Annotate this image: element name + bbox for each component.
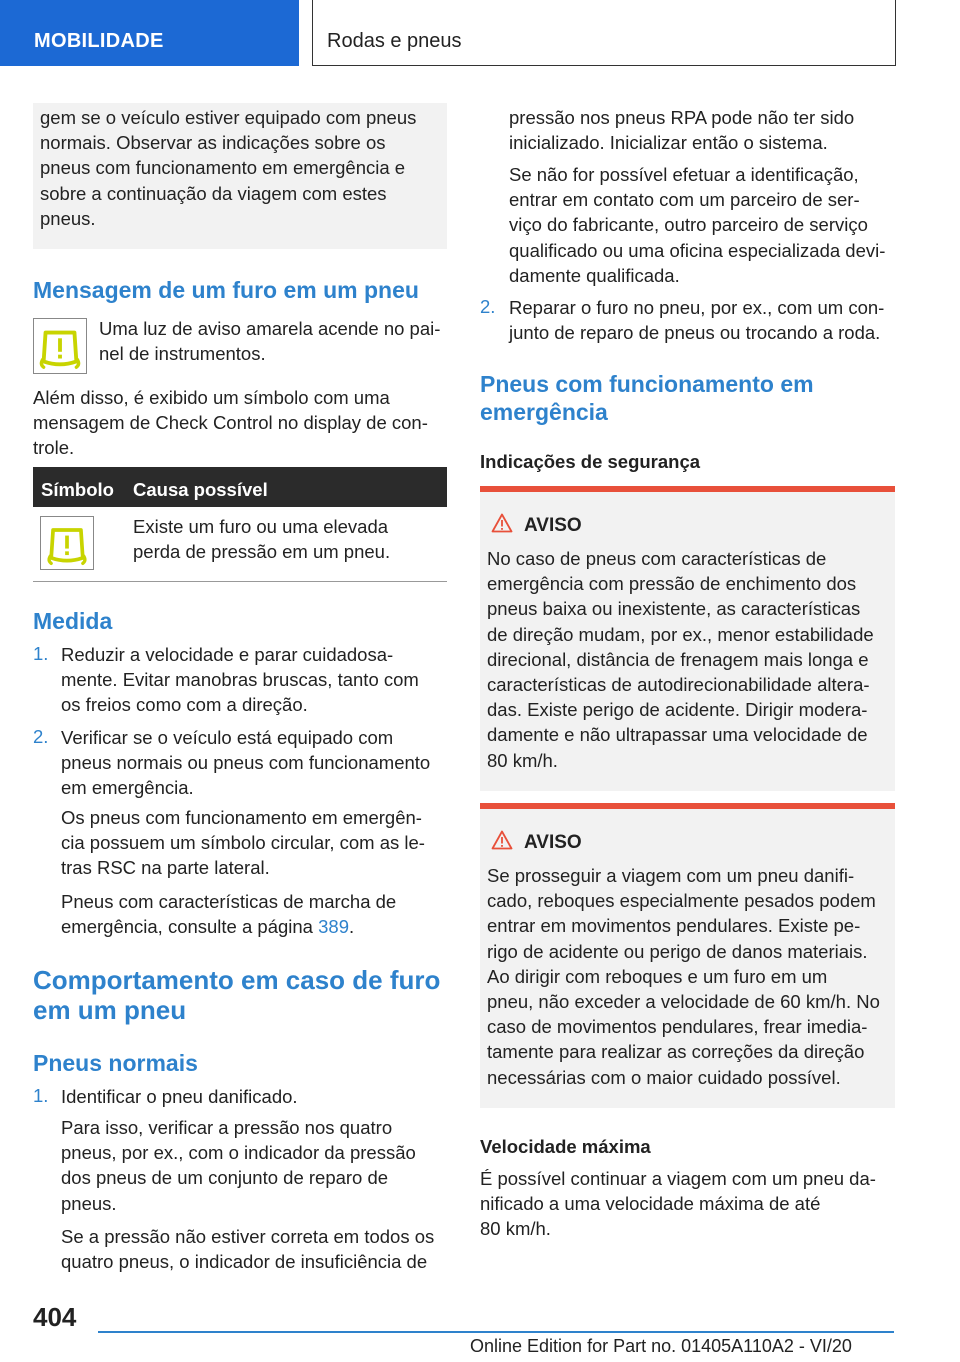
normais-item-1: Identificar o pneu danificado.: [61, 1086, 298, 1107]
table-tpms-icon: [40, 516, 94, 570]
table-header: [33, 467, 447, 507]
right-cont-text: pressão nos pneus RPA pode não ter sido inicializado. Inicializar então o sistema.: [509, 107, 855, 154]
warning-title-2: AVISO: [524, 832, 582, 853]
medida-num-2: 2.: [33, 726, 49, 747]
warning-text-1: No caso de pneus com características de emergência com pressão de enchimento dos pneus baixa ou inexistente, as características de direção mudam, por ex., menor estabilidade direcional, distância de frenagem mais longa e características de autodirecionabilidade altera- das. Existe perigo de acidente. Dirigir modera- damente e não ultrapassar uma velocidade de 80 km/h.: [487, 548, 874, 771]
normais-num-1: 1.: [33, 1085, 49, 1106]
heading-mensagem: Mensagem de um furo em um pneu: [33, 277, 419, 303]
right-para-2: Se não for possível efetuar a identificação, entrar em contato com um parceiro de ser- viço do fabricante, outro parceiro de serviço qualificado ou uma oficina especializada devi- damente qualificada.: [509, 164, 886, 286]
table-row-cause: Existe um furo ou uma elevada perda de pressão em um pneu.: [133, 516, 391, 563]
alem-text: Além disso, é exibido um símbolo com uma mensagem de Check Control no display de con- trole.: [33, 387, 428, 459]
tpms-warning-icon: [33, 318, 87, 374]
footer-edition: Online Edition for Part no. 01405A110A2 - VI/20: [470, 1336, 852, 1356]
footer-rule: [98, 1331, 894, 1333]
section-header: [0, 0, 299, 66]
warning-triangle-icon: [491, 830, 513, 850]
velocidade-text: É possível continuar a viagem com um pneu da- nificado a uma velocidade máxima de até 80 km/h.: [480, 1168, 876, 1240]
warning-triangle-icon: [491, 513, 513, 533]
heading-pneus-normais: Pneus normais: [33, 1050, 198, 1076]
table-col-symbol: Símbolo: [41, 479, 114, 500]
heading-emergencia: Pneus com funcionamento em emergência: [480, 371, 814, 425]
medida-item-1: Reduzir a velocidade e parar cuidadosa- mente. Evitar manobras bruscas, tanto com os freios como com a direção.: [61, 644, 419, 716]
right-num-2: 2.: [480, 296, 496, 317]
table-bottom-rule: [33, 581, 447, 582]
chapter-header: [312, 0, 896, 66]
normais-para-2: Se a pressão não estiver correta em todos os quatro pneus, o indicador de insuficiência de: [61, 1226, 435, 1273]
normais-para-1: Para isso, verificar a pressão nos quatro pneus, por ex., com o indicador da pressão dos pneus de um conjunto de reparo de pneus.: [61, 1117, 416, 1214]
table-col-cause: Causa possível: [133, 479, 268, 500]
warning-text-2: Se prosseguir a viagem com um pneu danifi- cado, reboques especialmente pesados podem entrar em movimentos pendulares. Existe pe- rigo de acidente ou perigo de danos materiais. Ao dirigir com reboques e um furo em um pneu, não exceder a velocidade de 60 km/h. No caso de movimentos pendulares, frear imedia- tamente para realizar as correções da direção necessárias com o maior cuidado possível.: [487, 865, 880, 1088]
chapter-title: Rodas e pneus: [327, 30, 462, 52]
medida-para-2: Pneus com características de marcha de emergência, consulte a página 389.: [61, 891, 397, 938]
medida-num-1: 1.: [33, 643, 49, 664]
right-item-2: Reparar o furo no pneu, por ex., com um con- junto de reparo de pneus ou trocando a roda.: [509, 297, 885, 344]
heading-medida: Medida: [33, 608, 113, 634]
heading-comportamento: Comportamento em caso de furo em um pneu: [33, 965, 441, 1025]
medida-para-1: Os pneus com funcionamento em emergên- cia possuem um símbolo circular, com as le- tras RSC na parte lateral.: [61, 807, 425, 879]
warning-title-1: AVISO: [524, 515, 582, 536]
mensagem-text: Uma luz de aviso amarela acende no pai- nel de instrumentos.: [99, 318, 441, 365]
page-number: 404: [33, 1302, 77, 1332]
heading-velocidade: Velocidade máxima: [480, 1136, 651, 1157]
intro-note-text: gem se o veículo estiver equipado com pneus normais. Observar as indicações sobre os pneus com funcionamento em emergência e sobre a continuação da viagem com estes pneus.: [40, 107, 417, 229]
medida-item-2: Verificar se o veículo está equipado com pneus normais ou pneus com funcionamento em emergência.: [61, 727, 431, 799]
page-link-389[interactable]: 389: [318, 916, 349, 938]
section-title: MOBILIDADE: [34, 30, 164, 52]
heading-seguranca: Indicações de segurança: [480, 451, 701, 472]
